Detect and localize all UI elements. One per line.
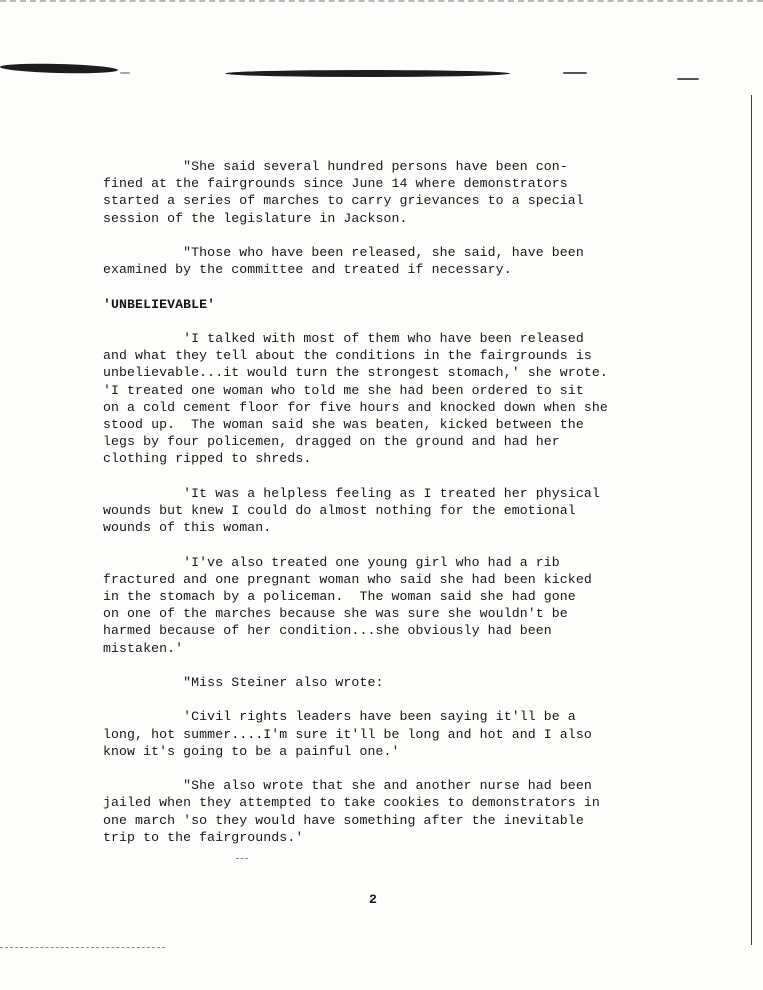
right-margin-rule xyxy=(751,95,752,945)
scan-speck xyxy=(563,72,587,74)
paragraph-talked: 'I talked with most of them who have been released and what they tell about the conditions in the fairgrounds is unbelievable...it would turn the strongest stomach,' she wrote. 'I treated one woman who told me she had been ordered to sit on a cold cement floor for five hours and knocked down when she stood up. The woman said she was beaten, kicked between the legs by four policemen, dragged on the ground and had her clothing ripped to shreds. xyxy=(103,330,608,467)
scan-bottom-dash xyxy=(0,947,165,948)
paragraph-confined: "She said several hundred persons have been con- fined at the fairgrounds since June 14 where demonstrators started a series of marches to carry grievances to a special session of the legislature in Jackson. xyxy=(103,159,584,226)
scan-smear-center xyxy=(225,70,510,77)
paragraph-helpless: 'It was a helpless feeling as I treated her physical wounds but knew I could do almost nothing for the emotional wounds of this woman. xyxy=(103,485,600,536)
document-body xyxy=(103,158,683,863)
paragraph-jailed: "She also wrote that she and another nurse had been jailed when they attempted to take cookies to demonstrators in one march 'so they would have something after the inevitable trip to the fairgrounds.' xyxy=(103,778,600,845)
section-heading: 'UNBELIEVABLE' xyxy=(103,296,216,312)
paragraph-young-girl: 'I've also treated one young girl who had a rib fractured and one pregnant woman who said she had been kicked in the stomach by a policeman. The woman said she had gone on one of the marches because she was sure she wouldn't be harmed because of her condition...she obviously had been mistaken.' xyxy=(103,554,592,656)
scan-speck xyxy=(120,72,130,74)
page-number: 2 xyxy=(369,892,377,907)
paragraph-released: "Those who have been released, she said, have been examined by the committee and treated if necessary. xyxy=(103,245,584,278)
paragraph-summer: 'Civil rights leaders have been saying it'll be a long, hot summer....I'm sure it'll be long and hot and I also know it's going to be a painful one.' xyxy=(103,709,592,759)
paragraph-steiner: "Miss Steiner also wrote: xyxy=(103,675,384,690)
scan-smear-left xyxy=(0,62,118,74)
scan-speck xyxy=(677,78,699,80)
scan-top-edge xyxy=(0,0,763,7)
